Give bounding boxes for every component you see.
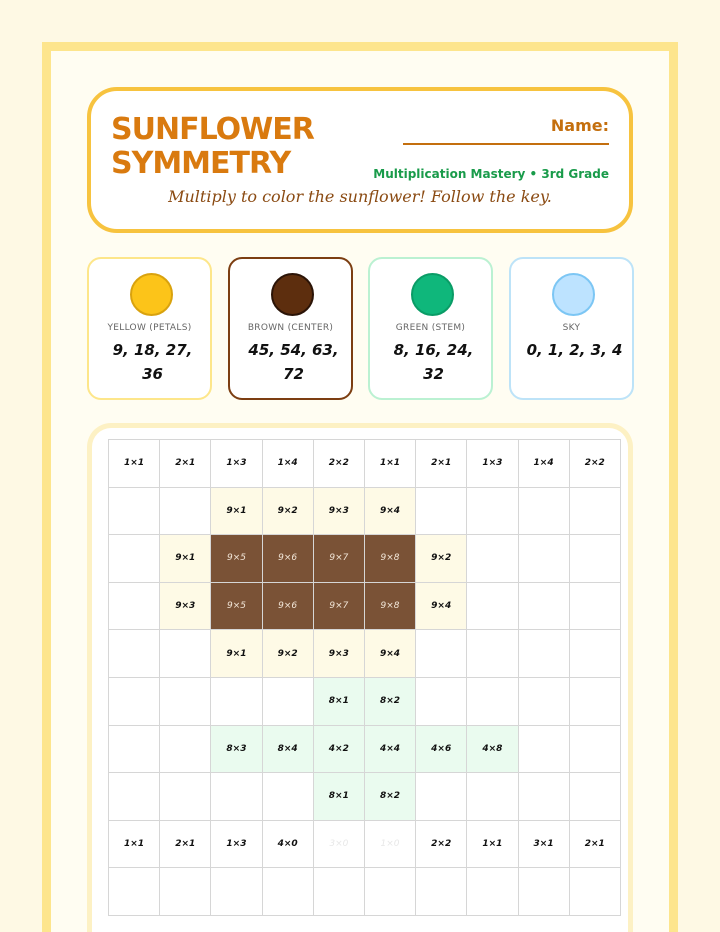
grid-cell[interactable] — [160, 726, 211, 774]
grid-card — [87, 423, 633, 932]
grid-cell[interactable]: 9×4 — [416, 583, 467, 631]
worksheet-title — [111, 113, 371, 181]
grid-cell[interactable] — [467, 773, 518, 821]
grid-cell[interactable] — [570, 583, 621, 631]
grid-cell[interactable] — [467, 678, 518, 726]
grid-cell[interactable]: 2×1 — [160, 440, 211, 488]
key-card-sky — [509, 257, 634, 400]
grid-cell[interactable] — [467, 535, 518, 583]
grid-cell[interactable] — [160, 488, 211, 536]
grid-cell[interactable]: 9×2 — [263, 488, 314, 536]
grid-cell[interactable] — [570, 488, 621, 536]
grid-cell[interactable] — [109, 773, 160, 821]
grid-cell[interactable] — [570, 535, 621, 583]
grid-cell[interactable] — [160, 868, 211, 916]
grid-cell[interactable] — [519, 773, 570, 821]
grid-cell[interactable]: 8×3 — [211, 726, 262, 774]
grid-cell[interactable]: 1×1 — [109, 440, 160, 488]
grid-cell[interactable]: 1×0 — [365, 821, 416, 869]
grid-cell[interactable]: 9×4 — [365, 488, 416, 536]
grid-cell[interactable] — [570, 630, 621, 678]
grid-cell[interactable] — [519, 678, 570, 726]
color-swatch-green — [411, 273, 454, 316]
key-card-green — [368, 257, 493, 400]
key-label: GREEN (STEM) — [395, 323, 466, 333]
grid-cell[interactable]: 8×1 — [314, 678, 365, 726]
grid-cell[interactable]: 2×2 — [570, 440, 621, 488]
key-numbers: 45, 54, 63, 72 — [248, 341, 339, 383]
grid-cell[interactable]: 1×1 — [109, 821, 160, 869]
grid-cell[interactable] — [570, 868, 621, 916]
header-card — [87, 87, 633, 233]
grid-cell[interactable]: 1×4 — [519, 440, 570, 488]
grid-cell[interactable]: 9×2 — [416, 535, 467, 583]
grid-cell[interactable] — [211, 868, 262, 916]
grid-cell[interactable]: 1×3 — [467, 440, 518, 488]
grid-cell[interactable]: 8×2 — [365, 773, 416, 821]
grid-cell[interactable]: 9×3 — [314, 488, 365, 536]
grid-cell[interactable]: 9×1 — [211, 630, 262, 678]
grid-cell[interactable] — [263, 773, 314, 821]
grid-cell[interactable] — [109, 868, 160, 916]
grid-cell[interactable] — [416, 488, 467, 536]
name-label: Name: — [550, 116, 609, 135]
key-card-brown — [228, 257, 353, 400]
grid-cell[interactable]: 3×0 — [314, 821, 365, 869]
grid-cell[interactable]: 4×0 — [263, 821, 314, 869]
title-line-1: SUNFLOWER — [111, 112, 314, 147]
grid-cell[interactable] — [570, 773, 621, 821]
grid-cell[interactable] — [416, 678, 467, 726]
grid-cell[interactable]: 8×1 — [314, 773, 365, 821]
grid-cell[interactable]: 2×1 — [160, 821, 211, 869]
grid-cell[interactable]: 1×3 — [211, 440, 262, 488]
grid-cell[interactable]: 2×2 — [314, 440, 365, 488]
grid-cell[interactable] — [263, 868, 314, 916]
grid-cell[interactable] — [160, 773, 211, 821]
key-numbers: 9, 18, 27, 36 — [112, 341, 193, 383]
grid-cell[interactable] — [467, 583, 518, 631]
grid-cell[interactable]: 3×1 — [519, 821, 570, 869]
grid-cell[interactable] — [416, 868, 467, 916]
color-swatch-sky — [552, 273, 595, 316]
grid-cell[interactable] — [519, 868, 570, 916]
grid-cell[interactable]: 2×1 — [416, 440, 467, 488]
coloring-grid — [108, 439, 621, 916]
grid-cell[interactable]: 9×8 — [365, 583, 416, 631]
grid-cell[interactable]: 9×1 — [211, 488, 262, 536]
grid-cell[interactable] — [109, 630, 160, 678]
grid-cell[interactable]: 4×2 — [314, 726, 365, 774]
grid-cell[interactable] — [467, 488, 518, 536]
grid-cell[interactable]: 1×1 — [467, 821, 518, 869]
grid-cell[interactable]: 9×5 — [211, 535, 262, 583]
grid-cell[interactable]: 4×6 — [416, 726, 467, 774]
grid-cell[interactable]: 9×1 — [160, 535, 211, 583]
grid-cell[interactable]: 9×2 — [263, 630, 314, 678]
grid-cell[interactable]: 9×6 — [263, 583, 314, 631]
grid-cell[interactable]: 1×3 — [211, 821, 262, 869]
name-field-line[interactable] — [403, 143, 609, 145]
grid-cell[interactable] — [160, 630, 211, 678]
grid-cell[interactable]: 1×4 — [263, 440, 314, 488]
grid-cell[interactable] — [109, 678, 160, 726]
grid-cell[interactable]: 2×2 — [416, 821, 467, 869]
grid-cell[interactable] — [416, 630, 467, 678]
grid-cell[interactable]: 4×8 — [467, 726, 518, 774]
grid-cell[interactable]: 2×1 — [570, 821, 621, 869]
key-label: BROWN (CENTER) — [247, 323, 334, 333]
grid-cell[interactable]: 9×4 — [365, 630, 416, 678]
grid-cell[interactable] — [109, 535, 160, 583]
grid-cell[interactable] — [519, 726, 570, 774]
grid-cell[interactable] — [109, 488, 160, 536]
grid-cell[interactable] — [109, 583, 160, 631]
grid-cell[interactable] — [519, 630, 570, 678]
grid-cell[interactable]: 9×7 — [314, 535, 365, 583]
color-swatch-yellow — [130, 273, 173, 316]
grid-cell[interactable]: 8×4 — [263, 726, 314, 774]
grid-cell[interactable] — [263, 678, 314, 726]
grid-cell[interactable] — [570, 726, 621, 774]
grid-cell[interactable]: 1×1 — [365, 440, 416, 488]
grid-cell[interactable]: 9×7 — [314, 583, 365, 631]
grid-cell[interactable]: 4×4 — [365, 726, 416, 774]
grid-cell[interactable]: 9×3 — [160, 583, 211, 631]
grid-cell[interactable]: 9×5 — [211, 583, 262, 631]
grid-cell[interactable] — [314, 868, 365, 916]
instructions-text: Multiply to color the sunflower! Follow the key. — [168, 187, 552, 206]
grid-cell[interactable] — [570, 678, 621, 726]
grid-cell[interactable]: 8×2 — [365, 678, 416, 726]
grid-cell[interactable] — [519, 488, 570, 536]
grid-cell[interactable] — [467, 868, 518, 916]
grid-cell[interactable] — [211, 678, 262, 726]
grid-cell[interactable] — [365, 868, 416, 916]
grid-cell[interactable]: 9×6 — [263, 535, 314, 583]
key-numbers: 8, 16, 24, 32 — [393, 341, 474, 383]
grid-cell[interactable]: 9×8 — [365, 535, 416, 583]
key-label: SKY — [562, 323, 581, 333]
grid-cell[interactable] — [416, 773, 467, 821]
key-label: YELLOW (PETALS) — [107, 323, 192, 333]
worksheet-page — [42, 42, 678, 932]
grid-cell[interactable]: 9×3 — [314, 630, 365, 678]
key-card-yellow — [87, 257, 212, 400]
grid-cell[interactable] — [211, 773, 262, 821]
key-numbers: 0, 1, 2, 3, 4 — [526, 341, 623, 359]
grid-cell[interactable] — [109, 726, 160, 774]
grid-cell[interactable] — [467, 630, 518, 678]
worksheet-subtitle: Multiplication Mastery • 3rd Grade — [373, 167, 609, 181]
grid-cell[interactable] — [519, 583, 570, 631]
title-line-2: SYMMETRY — [111, 146, 291, 181]
grid-cell[interactable] — [519, 535, 570, 583]
color-swatch-brown — [271, 273, 314, 316]
grid-cell[interactable] — [160, 678, 211, 726]
